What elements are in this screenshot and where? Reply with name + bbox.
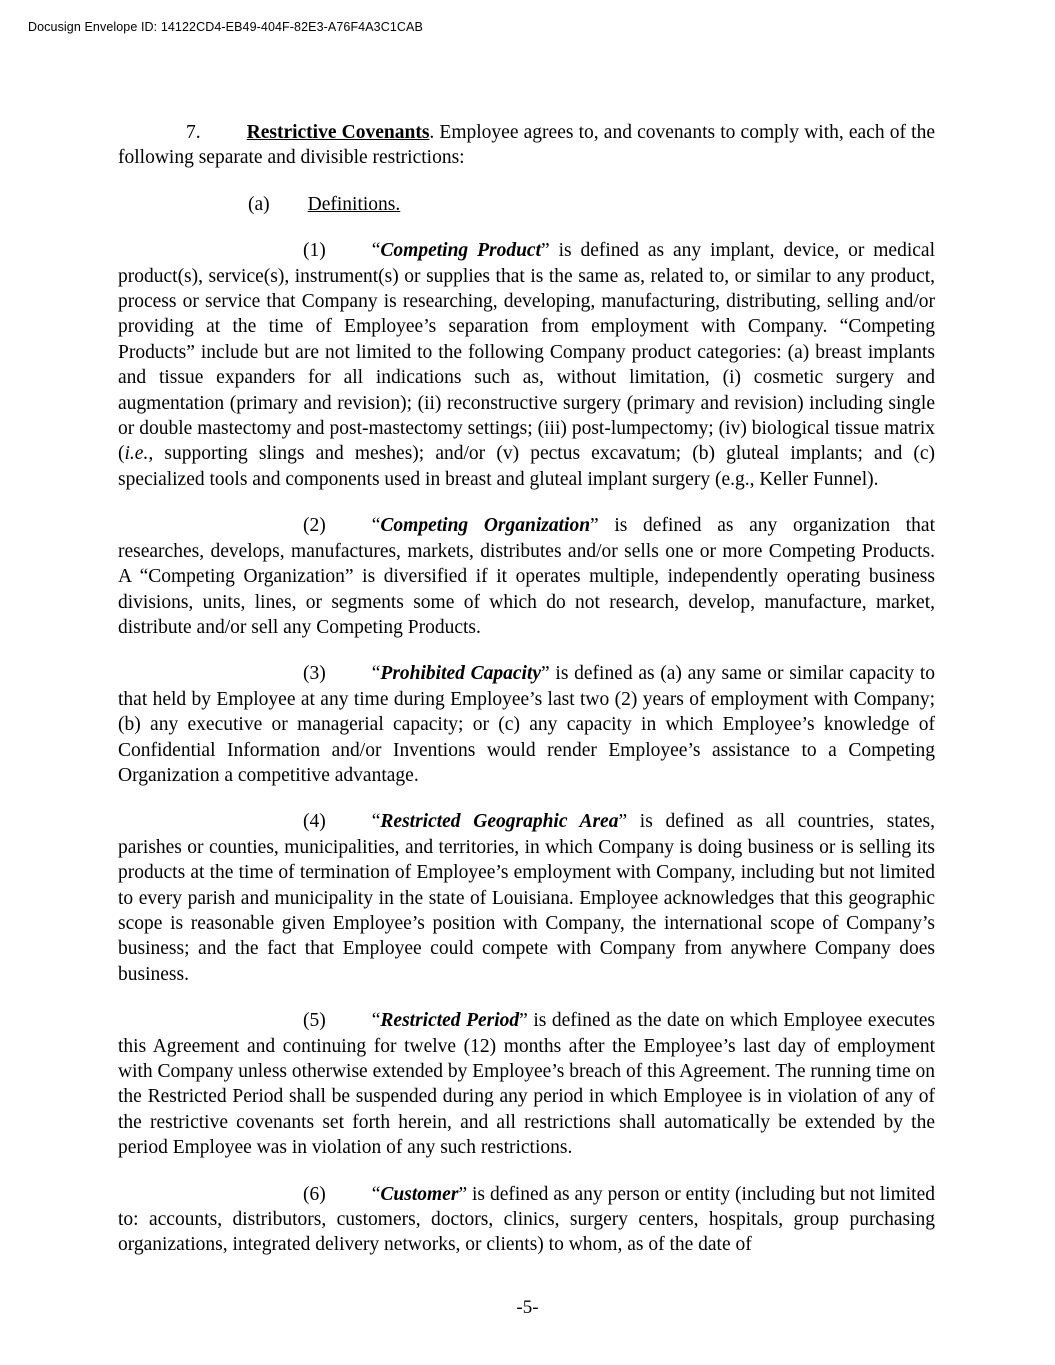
defined-term: Competing Organization (380, 515, 591, 537)
document-body (118, 120, 935, 1277)
defined-term: Prohibited Capacity (380, 663, 542, 685)
quote-close: ” (458, 1183, 468, 1205)
item-body: is defined as any implant, device, or medical product(s), service(s), instrument(s) or supplies that is the same as, related to, or similar to any product, process or service that Company is researching, developing, manufacturing, distributing, selling and/or providing at the time of Employee’s separation from employment with Company. “Competing Products” include but are not limited to the following Company product categories: (a) breast implants and tissue expanders for all indications such as, without limitation, (i) cosmetic surgery and augmentation (primary and revision); (ii) reconstructive surgery (primary and revision) including single or double mastectomy and post-mastectomy settings; (iii) post-lumpectomy; (iv) biological tissue matrix ( (118, 240, 935, 465)
item-body-tail: , supporting slings and meshes); and/or (v) pectus excavatum; (b) gluteal implants; and (c) specialized tools and components used in breast and gluteal implant surgery (e.g., Keller Funnel). (118, 443, 935, 490)
item-number: (6) (303, 1183, 326, 1205)
quote-close: ” (590, 515, 599, 537)
item-body: is defined as any person or entity (including but not limited to: accounts, distributors, customers, doctors, clinics, surgery centers, hospitals, group purchasing organizations, integrated delivery networks, or clients) to whom, as of the date of (118, 1183, 935, 1256)
defined-term: Restricted Period (380, 1010, 520, 1032)
item-number: (1) (303, 240, 326, 262)
quote-open: “ (371, 1183, 381, 1205)
item-number: (4) (303, 811, 326, 833)
subsection-letter: (a) (248, 193, 270, 215)
quote-open: “ (371, 240, 381, 262)
item-number: (3) (303, 663, 326, 685)
paragraph-definition-4 (118, 809, 935, 987)
item-number: (2) (303, 515, 326, 537)
defined-term: Competing Product (380, 240, 541, 262)
section-number: 7. (186, 122, 201, 143)
paragraph-subsection-a (118, 192, 935, 217)
quote-close: ” (618, 811, 628, 833)
section-title: Restrictive Covenants (246, 122, 430, 143)
item-body-italic: i.e. (124, 443, 149, 465)
quote-close: ” (519, 1010, 528, 1032)
defined-term: Customer (380, 1183, 459, 1205)
item-body: is defined as all countries, states, parishes or counties, municipalities, and territories, in which Company is doing business or is selling its products at the time of termination of Employee’s employment with Company, including but not limited to every parish and municipality in the state of Louisiana. Employee acknowledges that this geographic scope is reasonable given Employee’s position with Company, the international scope of Company’s business; and the fact that Employee could compete with Company from anywhere Company does business. (118, 811, 935, 985)
quote-open: “ (371, 811, 381, 833)
defined-term: Restricted Geographic Area (380, 811, 619, 833)
quote-open: “ (371, 515, 381, 537)
quote-open: “ (371, 1010, 381, 1032)
paragraph-section-7 (118, 120, 935, 171)
quote-open: “ (371, 663, 381, 685)
paragraph-definition-1 (118, 238, 935, 492)
docusign-envelope-id: Docusign Envelope ID: 14122CD4-EB49-404F-82E3-A76F4A3C1CAB (28, 20, 423, 34)
quote-close: ” (541, 240, 550, 262)
page-number: -5- (516, 1297, 539, 1318)
item-number: (5) (303, 1010, 326, 1032)
paragraph-definition-3 (118, 661, 935, 788)
item-body: is defined as the date on which Employee executes this Agreement and continuing for twelve (12) months after the Employee’s last day of employment with Company unless otherwise extended by Employee’s breach of this Agreement. The running time on the Restricted Period shall be suspended during any period in which Employee is in violation of any of the restrictive covenants set forth herein, and all restrictions shall automatically be extended by the period Employee was in violation of any such restrictions. (118, 1010, 935, 1159)
paragraph-definition-5 (118, 1008, 935, 1160)
paragraph-definition-2 (118, 513, 935, 640)
paragraph-definition-6 (118, 1182, 935, 1258)
quote-close: ” (541, 663, 550, 685)
item-body: is defined as any organization that researches, develops, manufactures, markets, distributes and/or sells one or more Competing Products. A “Competing Organization” is diversified if it operates multiple, independently operating business divisions, units, lines, or segments some of which do not research, develop, manufacture, market, distribute and/or sell any Competing Products. (118, 515, 935, 638)
item-body: is defined as (a) any same or similar capacity to that held by Employee at any time during Employee’s last two (2) years of employment with Company; (b) any executive or managerial capacity; or (c) any capacity in which Employee’s knowledge of Confidential Information and/or Inventions would render Employee’s assistance to a Competing Organization a competitive advantage. (118, 663, 935, 786)
subsection-title: Definitions. (307, 193, 401, 215)
section-intro: . Employee agrees to, and covenants to comply with, each of the following separate and divisible restrictions: (118, 122, 935, 169)
